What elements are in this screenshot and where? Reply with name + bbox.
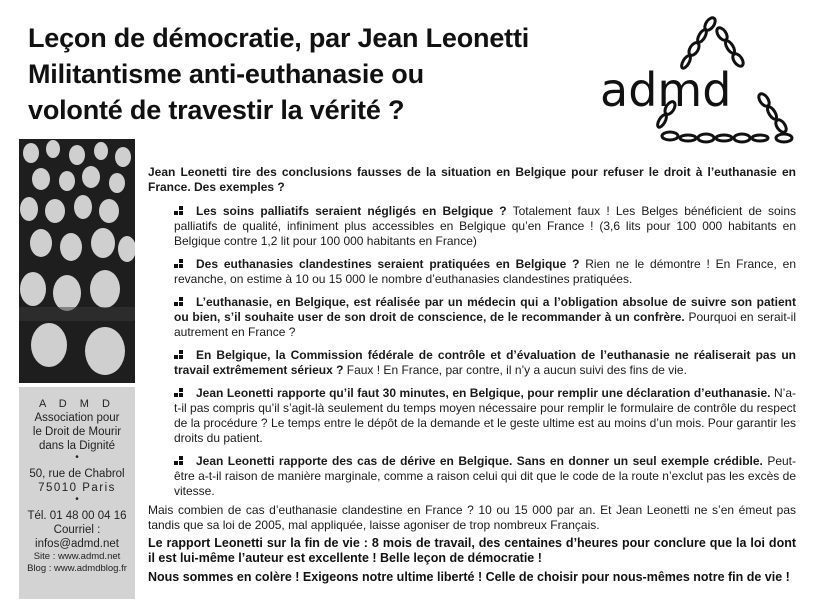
address-line-2: 75010 Paris <box>38 482 116 494</box>
separator-bullet: • <box>75 452 79 463</box>
point-3 <box>148 295 796 340</box>
crowd-photo-icon <box>19 139 135 383</box>
org-acronym: A D M D <box>39 398 115 410</box>
point-5-text: N’a-t-il pas compris qu’il s’agit-là seulement du temps moyen nécessaire pour remplir le formulaire de contrôle du respect de la procédure ? Le temps entre le dépôt de la demande et le geste ultime est au moins d’un mois. Pour garantir les droits du patient. <box>174 386 796 445</box>
blog-link[interactable]: Blog : www.admdblog.fr <box>27 563 127 574</box>
square-bullet-icon <box>174 295 196 310</box>
title-line-3: volonté de travestir la vérité ? <box>28 95 405 125</box>
email-link[interactable]: infos@admd.net <box>35 538 119 550</box>
square-bullet-icon <box>174 204 196 219</box>
point-5 <box>148 386 796 446</box>
point-6-bold: Jean Leonetti rapporte des cas de dérive en Belgique. Sans en donner un seul exemple crédible. <box>196 454 763 468</box>
square-bullet-icon <box>174 257 196 272</box>
logo-text: admd <box>600 63 732 117</box>
assoc-line-3: dans la Dignité <box>38 440 116 452</box>
point-1-text: Totalement faux ! Les Belges bénéficient de soins palliatifs de qualité, infiniment plus accessibles en Belgique qu’en France ! (3,6 lits pour 100 000 habitants en Belgique contre 1,2 lit pour 100 000 habitants en France) <box>174 204 796 248</box>
separator-bullet: • <box>75 494 79 505</box>
square-bullet-icon <box>174 386 196 401</box>
point-2-text: Rien ne le démontre ! En France, en revanche, on estime à 10 ou 15 000 le nombre d’euthanasies clandestines pratiquées. <box>174 257 796 286</box>
phone: Tél. 01 48 00 04 16 <box>27 510 127 522</box>
point-6-text: Peut-être a-t-il raison de manière marginale, comme a raison celui qui dit que le code de la route n’exclut pas les excès de vitesse. <box>174 454 797 498</box>
point-1-bold: Les soins palliatifs seraient négligés en Belgique ? <box>196 204 507 218</box>
point-1 <box>148 204 796 249</box>
point-5-bold: Jean Leonetti rapporte qu’il faut 30 minutes, en Belgique, pour remplir une déclaration d’euthanasie. <box>196 386 771 400</box>
point-3-bold: L’euthanasie, en Belgique, est réalisée par un médecin qui a l’obligation absolue de suivre son patient ou bien, s’il souhaite user de son droit de conscience, de le recommander à un confrère. <box>174 295 796 324</box>
crowd-photo <box>19 139 135 383</box>
address-line-1: 50, rue de Chabrol <box>29 468 125 480</box>
square-bullet-icon <box>174 454 196 469</box>
point-4 <box>148 348 796 378</box>
point-4-text: Faux ! En France, par contre, il n’y a aucun suivi des fins de vie. <box>343 363 687 377</box>
admd-logo <box>598 14 804 146</box>
article-body <box>148 165 796 541</box>
title-line-1: Leçon de démocratie, par Jean Leonetti <box>28 23 530 53</box>
assoc-line-2: le Droit de Mourir <box>32 426 122 438</box>
point-2-bold: Des euthanasies clandestines seraient pratiquées en Belgique ? <box>196 257 580 271</box>
point-4-bold: En Belgique, la Commission fédérale de contrôle et d’évaluation de l’euthanasie ne réaliserait pas un travail extrêmement sérieux ? <box>174 348 796 377</box>
conclusion-paragraph-2: Nous sommes en colère ! Exigeons notre ultime liberté ! Celle de choisir pour nous-mêmes notre fin de vie ! <box>148 570 790 584</box>
point-3-text: Pourquoi en serait-il autrement en France ? <box>174 310 796 339</box>
page-title <box>28 20 618 128</box>
intro-paragraph: Jean Leonetti tire des conclusions fausses de la situation en Belgique pour refuser le droit à l’euthanasie en France. Des exemples ? <box>148 165 796 194</box>
contact-sidebar <box>19 387 135 599</box>
conclusion <box>148 536 796 589</box>
assoc-line-1: Association pour <box>34 412 120 424</box>
site-link[interactable]: Site : www.admd.net <box>33 551 121 562</box>
point-2 <box>148 257 796 287</box>
courriel-label: Courriel : <box>53 524 101 536</box>
square-bullet-icon <box>174 348 196 363</box>
conclusion-paragraph-1: Le rapport Leonetti sur la fin de vie : 8 mois de travail, des centaines d’heures pour conclure que la loi dont il est lui-même l’auteur est excellente ! Belle leçon de démocratie ! <box>148 536 796 565</box>
followup-paragraph: Mais combien de cas d’euthanasie clandestine en France ? 10 ou 15 000 par an. Et Jean Leonetti ne s’en émeut pas tandis que sa loi de 2005, mal appliquée, laisse agoniser de trop nombreux Français. <box>148 503 796 532</box>
chain-triangle-logo-icon <box>598 14 804 146</box>
point-6 <box>148 454 796 499</box>
title-line-2: Militantisme anti-euthanasie ou <box>28 59 424 89</box>
